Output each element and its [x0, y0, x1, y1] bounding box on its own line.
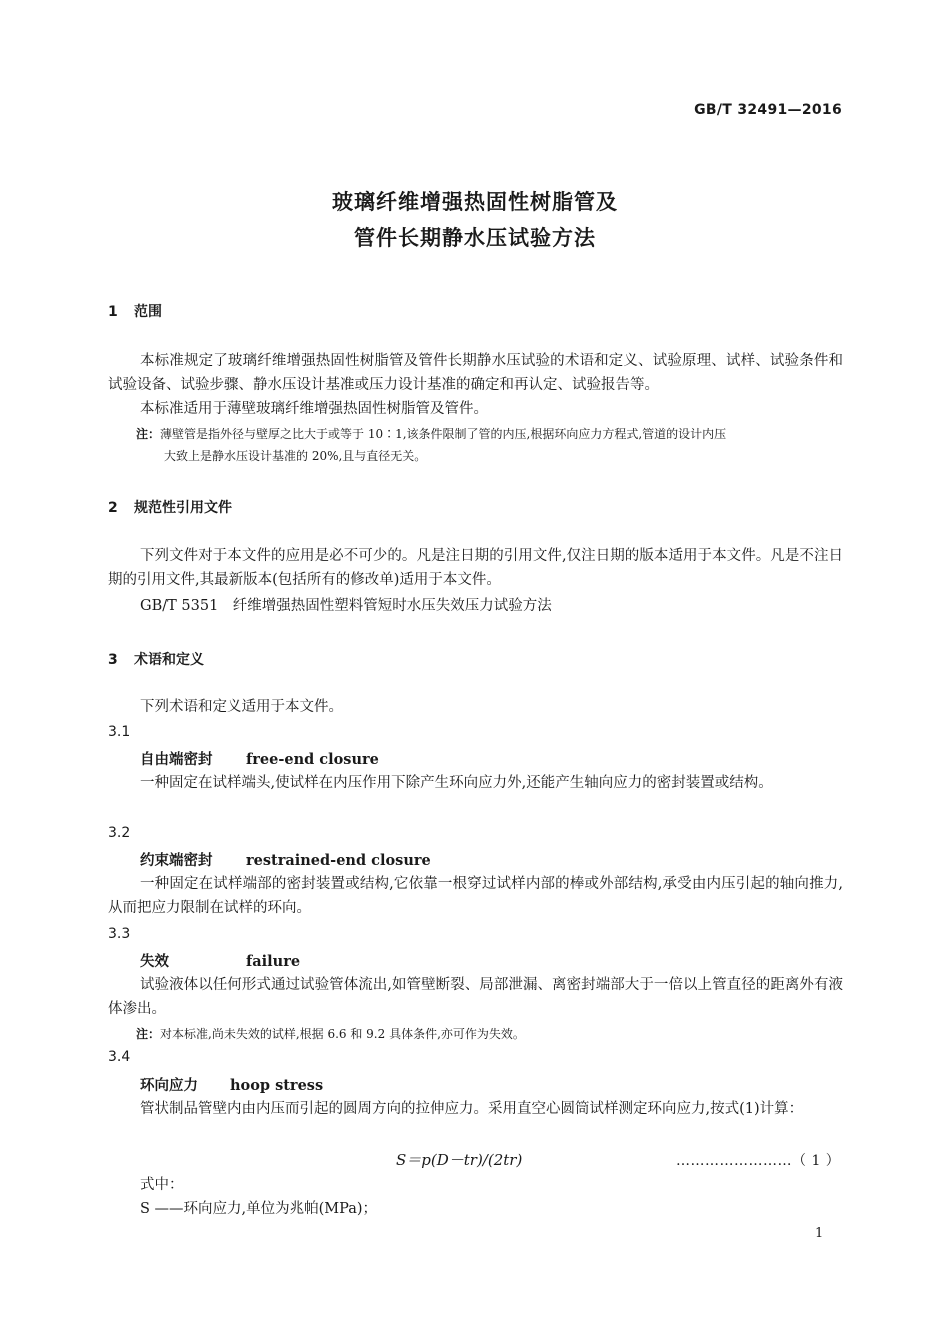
- section-3-number: 3: [108, 652, 118, 668]
- page-number: 1: [815, 1226, 824, 1241]
- term-chinese: 失效: [140, 954, 169, 970]
- term-english: hoop stress: [230, 1077, 324, 1094]
- section-3-intro: 下列术语和定义适用于本文件。: [140, 699, 343, 715]
- term-note: [136, 1023, 843, 1045]
- term-number: 3.1: [108, 724, 131, 740]
- section-2-paragraph: 下列文件对于本文件的应用是必不可少的。凡是注日期的引用文件,仅注日期的版本适用于本文件。凡是不注日期的引用文件,其最新版本(包括所有的修改单)适用于本文件。: [108, 548, 843, 588]
- section-2-number: 2: [108, 500, 118, 516]
- term-heading: [140, 748, 379, 769]
- note-text: 对本标准,尚未失效的试样,根据 6.6 和 9.2 具体条件,亦可作为失效。: [160, 1027, 525, 1041]
- term-english: failure: [246, 953, 301, 970]
- standard-code: GB/T 32491—2016: [694, 102, 842, 118]
- term-number: 3.2: [108, 825, 131, 841]
- section-2-title: 规范性引用文件: [134, 500, 232, 516]
- section-1-heading: [108, 301, 162, 321]
- note-label: 注：: [136, 427, 161, 441]
- normative-reference: GB/T 5351 纤维增强热固性塑料管短时水压失效压力试验方法: [140, 598, 552, 614]
- document-title-line-2: 管件长期静水压试验方法: [354, 226, 596, 250]
- section-1-number: 1: [108, 304, 118, 320]
- term-chinese: 自由端密封: [140, 752, 213, 768]
- where-item: S ——环向应力,单位为兆帕(MPa)；: [140, 1201, 378, 1217]
- term-chinese: 约束端密封: [140, 853, 213, 869]
- term-definition: 试验液体以任何形式通过试验管体流出,如管壁断裂、局部泄漏、离密封端部大于一倍以上管直径的距离外有液体渗出。: [108, 977, 843, 1017]
- section-1-title: 范围: [134, 304, 162, 320]
- where-label: 式中：: [140, 1177, 184, 1193]
- section-3-title: 术语和定义: [134, 652, 204, 668]
- note-text-line-1: 薄壁管是指外径与壁厚之比大于或等于 10∶1,该条件限制了管的内压,根据环向应力方程式,管道的设计内压: [160, 427, 727, 441]
- term-heading: [140, 1074, 323, 1095]
- term-chinese: 环向应力: [140, 1078, 198, 1094]
- section-1-paragraph-2: 本标准适用于薄壁玻璃纤维增强热固性树脂管及管件。: [140, 401, 488, 417]
- section-1-note: [136, 423, 843, 467]
- formula-number: ……………………（ 1 ）: [676, 1153, 841, 1169]
- term-definition: 一种固定在试样端部的密封装置或结构,它依靠一根穿过试样内部的棒或外部结构,承受由内压引起的轴向推力,从而把应力限制在试样的环向。: [108, 876, 843, 916]
- term-definition: 管状制品管壁内由内压而引起的圆周方向的拉伸应力。采用直空心圆筒试样测定环向应力,按式(1)计算：: [140, 1101, 804, 1117]
- note-label: 注：: [136, 1027, 161, 1041]
- term-definition: 一种固定在试样端头,使试样在内压作用下除产生环向应力外,还能产生轴向应力的密封装置或结构。: [140, 775, 773, 791]
- term-number: 3.3: [108, 926, 131, 942]
- hoop-stress-formula: S＝p(D－tr)/(2tr): [396, 1151, 523, 1169]
- note-text-line-2: 大致上是静水压设计基准的 20%,且与直径无关。: [164, 449, 427, 463]
- term-english: restrained-end closure: [246, 852, 431, 869]
- term-heading: [140, 849, 431, 870]
- section-2-heading: [108, 497, 232, 517]
- section-1-paragraph-1: 本标准规定了玻璃纤维增强热固性树脂管及管件长期静水压试验的术语和定义、试验原理、试样、试验条件和试验设备、试验步骤、静水压设计基准或压力设计基准的确定和再认定、试验报告等。: [108, 353, 843, 393]
- term-heading: [140, 950, 300, 971]
- section-3-heading: [108, 649, 204, 669]
- term-number: 3.4: [108, 1049, 131, 1065]
- document-title-line-1: 玻璃纤维增强热固性树脂管及: [332, 190, 618, 214]
- term-english: free-end closure: [246, 751, 379, 768]
